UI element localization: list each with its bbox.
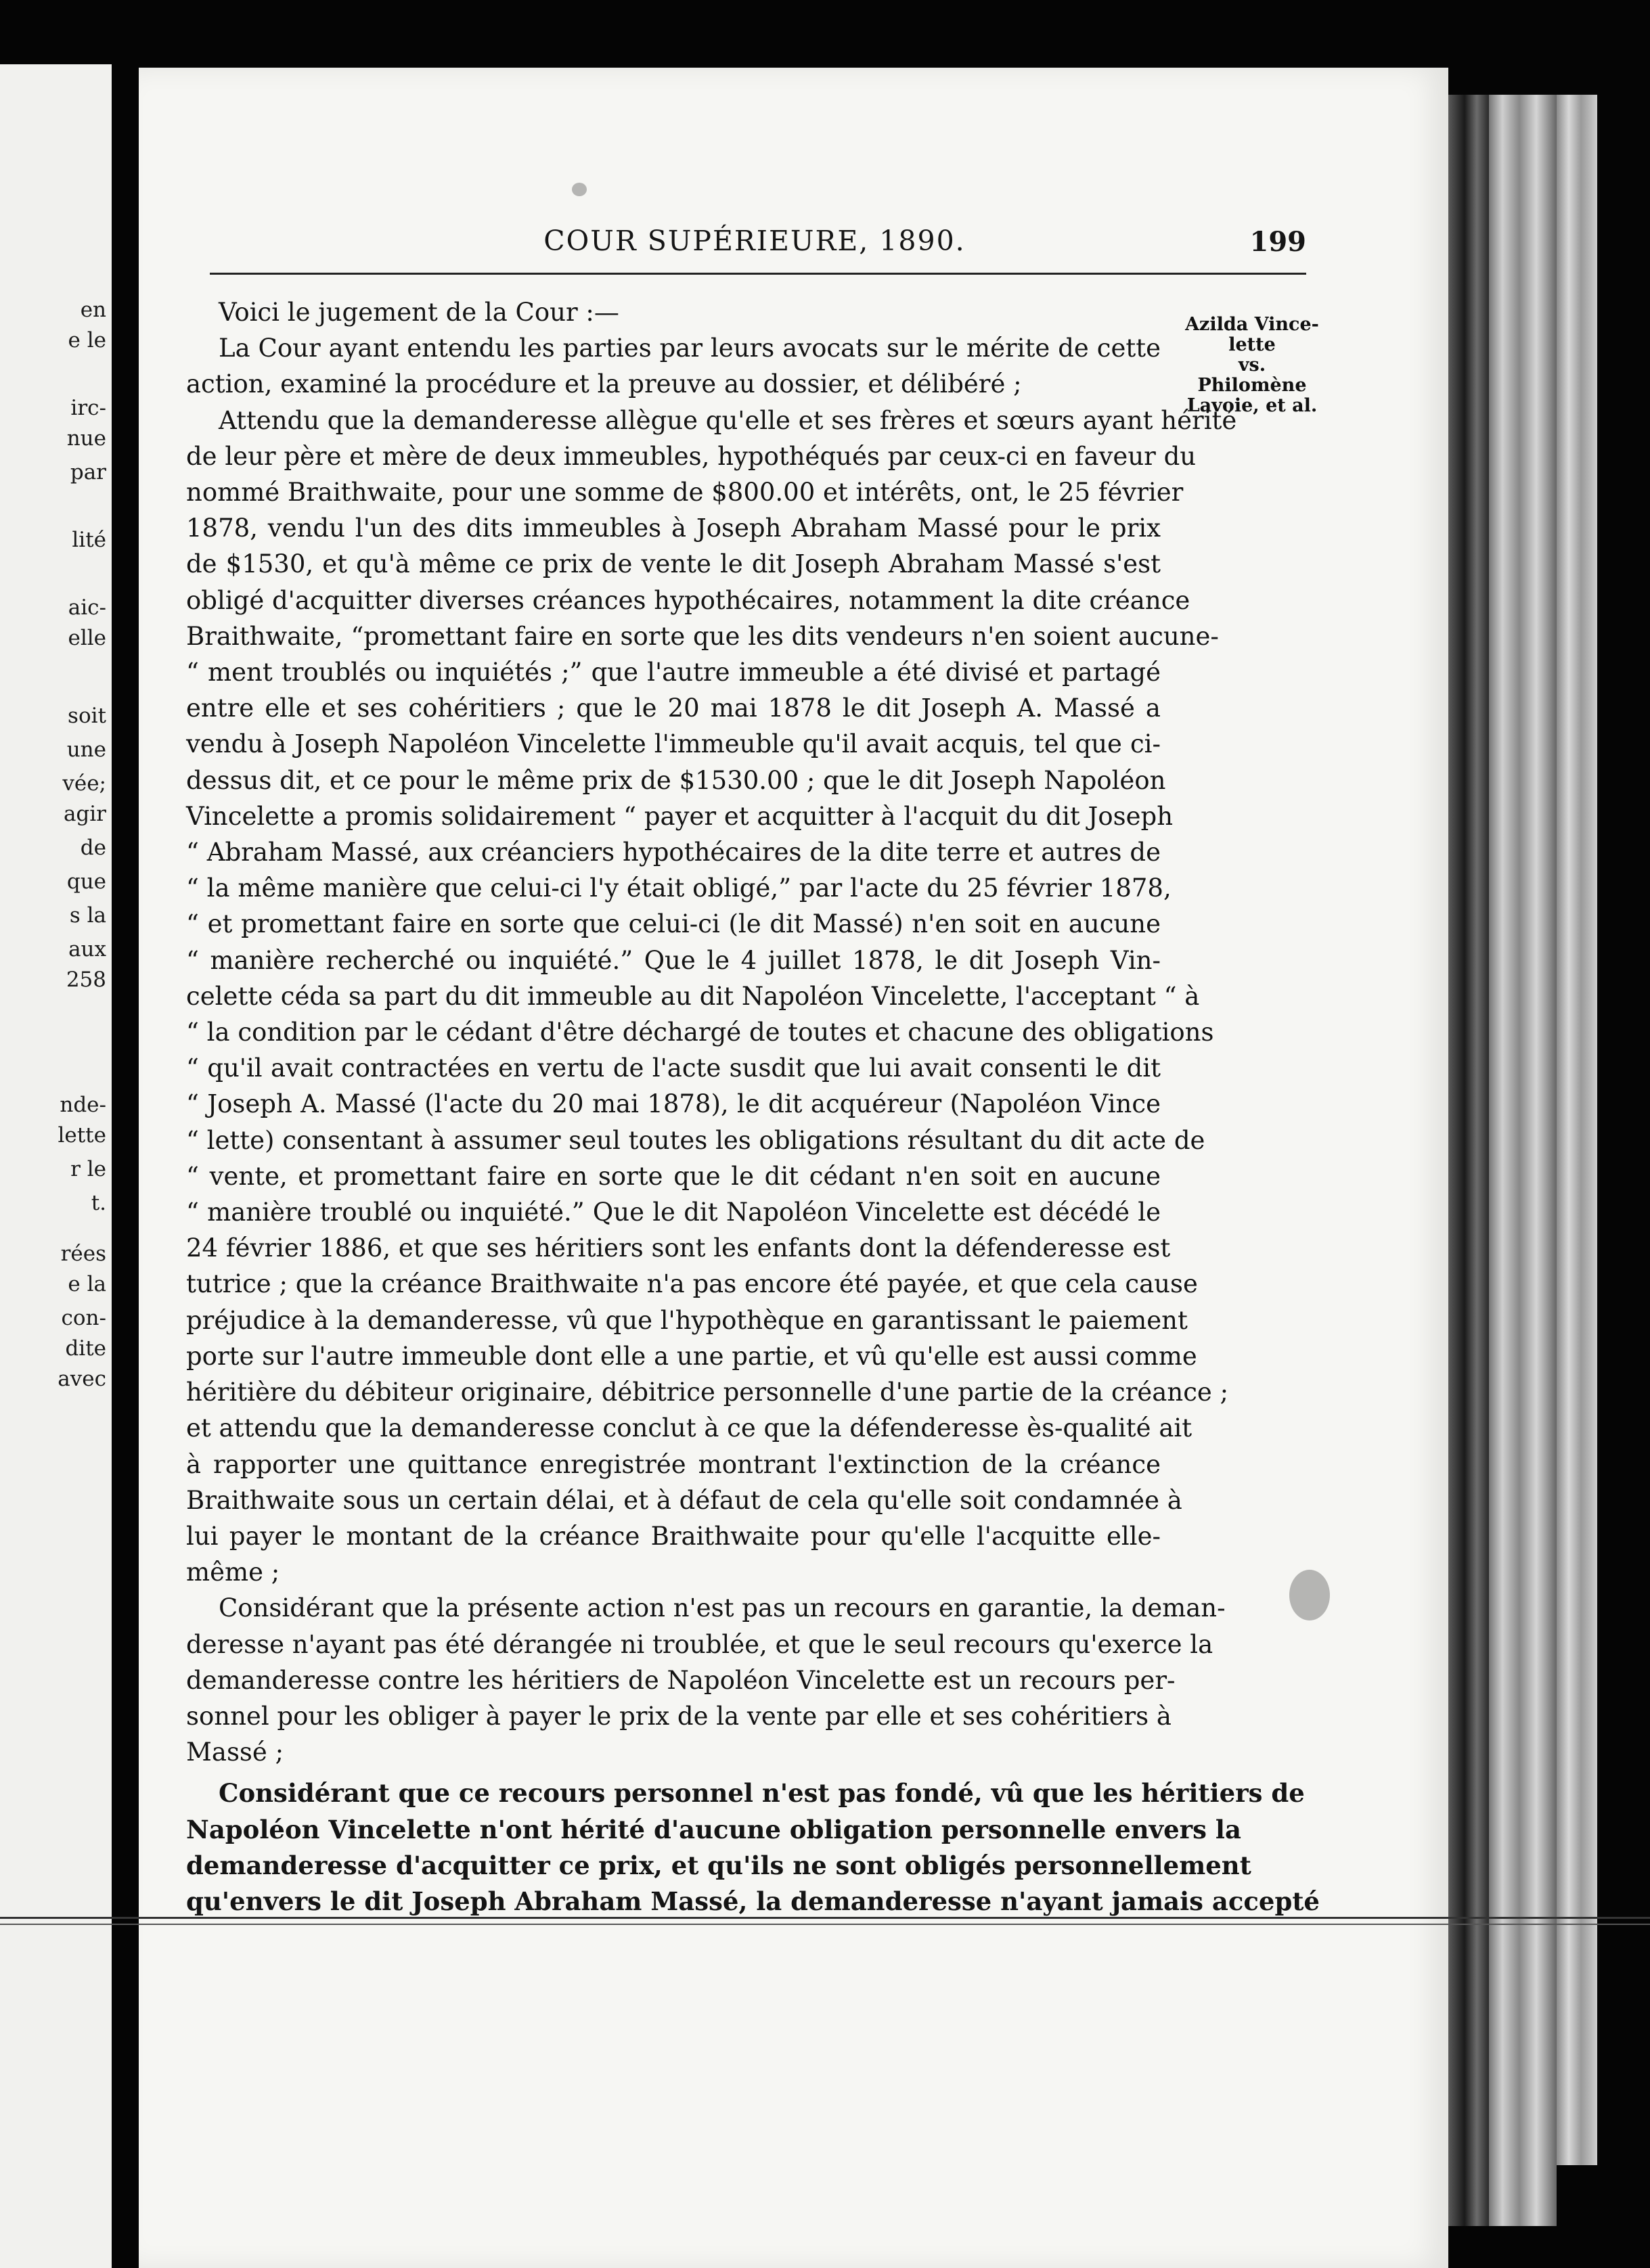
paragraph [186,1775,1320,1920]
paragraph [186,330,1161,402]
facing-page-fragment: agir [63,802,106,826]
margin-note-line: vs. [1238,355,1266,376]
facing-page-fragment: r le [70,1157,106,1181]
text-line: Considérant que ce recours personnel n'est pas fondé, vû que les héritiers de [219,1778,1305,1809]
ink-blot [1289,1570,1330,1620]
paragraph [186,1590,1226,1770]
facing-page-fragment: lette [58,1123,106,1148]
scan-line [0,1917,1650,1919]
text-line: sonnel pour les obliger à payer le prix de la vente par elle et ses cohéritiers à [186,1701,1172,1731]
text-line: “ lette) consentant à assumer seul toutes les obligations résultant du dit acte de [186,1125,1205,1155]
facing-page-fragment: soit [68,704,106,728]
text-line: demanderesse d'acquitter ce prix, et qu'ils ne sont obligés personnellement [186,1850,1251,1880]
facing-page-fragment: par [70,460,106,484]
text-line: “ vente, et promettant faire en sorte que le dit cédant n'en soit en aucune [186,1161,1161,1191]
facing-page-fragment: t. [91,1191,106,1215]
facing-page-fragment: dite [65,1336,106,1361]
facing-page-fragment: de [80,836,106,860]
text-line: porte sur l'autre immeuble dont elle a une partie, et vû qu'elle est aussi comme [186,1341,1197,1371]
text-line: Braithwaite sous un certain délai, et à défaut de cela qu'elle soit condamnée à [186,1485,1182,1515]
facing-page-fragment: e le [68,328,106,353]
margin-note-line: lette [1228,334,1276,355]
text-line: Napoléon Vincelette n'ont hérité d'aucune obligation personnelle envers la [186,1814,1241,1844]
facing-page-fragment: rées [60,1242,106,1266]
paragraph [186,294,1161,330]
text-line: Braithwaite, “promettant faire en sorte que les dits vendeurs n'en soient aucune- [186,621,1219,651]
facing-page-fragment: irc- [70,396,106,420]
facing-page-fragment: elle [68,626,106,650]
text-line: “ manière recherché ou inquiété.” Que le 4 juillet 1878, le dit Joseph Vin- [186,945,1161,975]
text-line: celette céda sa part du dit immeuble au dit Napoléon Vincelette, l'acceptant “ à [186,981,1200,1011]
facing-page-edge [0,64,112,2268]
text-line: lui payer le montant de la créance Braithwaite pour qu'elle l'acquitte elle- [186,1521,1161,1551]
ink-blot [572,183,587,196]
margin-note-line: Philomène [1197,375,1307,396]
text-line: demanderesse contre les héritiers de Napoléon Vincelette est un recours per- [186,1665,1176,1695]
margin-note-line: Azilda Vince- [1185,314,1319,335]
text-line: “ Joseph A. Massé (l'acte du 20 mai 1878), le dit acquéreur (Napoléon Vince [186,1089,1161,1119]
facing-page-fragment: e la [68,1272,106,1296]
header-rule [210,273,1306,275]
text-line: même ; [186,1558,280,1587]
facing-page-fragment: lité [72,528,106,552]
text-line: “ Abraham Massé, aux créanciers hypothécaires de la dite terre et autres de [186,838,1161,867]
text-line: Vincelette a promis solidairement “ payer et acquitter à l'acquit du dit Joseph [186,801,1174,831]
margin-note-line: Lavoie, et al. [1186,395,1318,416]
text-line: “ la condition par le cédant d'être déchargé de toutes et chacune des obligations [186,1018,1214,1047]
facing-page-fragment: nde- [60,1093,106,1117]
text-line: Considérant que la présente action n'est pas un recours en garantie, la deman- [219,1593,1226,1623]
page-header [203,225,1306,272]
facing-page-fragment: aux [68,937,106,961]
text-line: de $1530, et qu'à même ce prix de vente le dit Joseph Abraham Massé s'est [186,549,1161,579]
text-line: préjudice à la demanderesse, vû que l'hypothèque en garantissant le paiement [186,1305,1188,1335]
page-number: 199 [1249,226,1306,258]
text-line: Attendu que la demanderesse allègue qu'elle et ses frères et sœurs ayant hérité [219,405,1237,435]
text-line: “ manière troublé ou inquiété.” Que le dit Napoléon Vincelette est décédé le [186,1198,1161,1227]
margin-note [1174,315,1330,416]
text-line: action, examiné la procédure et la preuve au dossier, et délibéré ; [186,369,1022,399]
text-line: deresse n'ayant pas été dérangée ni troublée, et que le seul recours qu'exerce la [186,1629,1213,1659]
facing-page-fragment: 258 [66,968,106,992]
text-line: “ et promettant faire en sorte que celui-ci (le dit Massé) n'en soit en aucune [186,909,1161,939]
facing-page-fragment: vée; [62,771,106,796]
page-stack-edge [1489,95,1557,2226]
text-line: entre elle et ses cohéritiers ; que le 20 mai 1878 le dit Joseph A. Massé a [186,694,1161,723]
text-line: de leur père et mère de deux immeubles, hypothéqués par ceux-ci en faveur du [186,441,1197,471]
facing-page-fragment: aic- [68,595,106,620]
text-line: héritière du débiteur originaire, débitrice personnelle d'une partie de la créance ; [186,1378,1229,1407]
text-line: nommé Braithwaite, pour une somme de $800.00 et intérêts, ont, le 25 février [186,478,1184,507]
running-head: COUR SUPÉRIEURE, 1890. [543,225,966,257]
facing-page-fragment: une [66,738,106,762]
facing-page-fragment: con- [61,1306,106,1330]
text-line: 1878, vendu l'un des dits immeubles à Joseph Abraham Massé pour le prix [186,514,1161,543]
text-line: “ la même manière que celui-ci l'y était obligé,” par l'acte du 25 février 1878, [186,874,1172,903]
text-line: Massé ; [186,1738,284,1767]
facing-page-fragment: en [80,298,106,322]
text-line: obligé d'acquitter diverses créances hypothécaires, notamment la dite créance [186,585,1190,615]
document-page [139,68,1448,2268]
page-edge-shadow [1448,95,1489,2226]
text-line: et attendu que la demanderesse conclut à ce que la défenderesse ès-qualité ait [186,1413,1192,1443]
text-line: tutrice ; que la créance Braithwaite n'a pas encore été payée, et que cela cause [186,1269,1198,1299]
paragraph [186,403,1237,1591]
text-line: qu'envers le dit Joseph Abraham Massé, la demanderesse n'ayant jamais accepté [186,1886,1320,1916]
text-line: 24 février 1886, et que ses héritiers sont les enfants dont la défenderesse est [186,1233,1171,1263]
text-line: à rapporter une quittance enregistrée montrant l'extinction de la créance [186,1449,1161,1479]
scan-line [0,1924,1650,1925]
facing-page-fragment: nue [66,426,106,451]
adjacent-page-strip [1557,95,1597,2165]
text-line: “ ment troublés ou inquiétés ;” que l'autre immeuble a été divisé et partagé [186,658,1161,687]
facing-page-fragment: s la [69,903,106,928]
facing-page-fragment: avec [58,1367,106,1391]
text-line: Voici le jugement de la Cour :— [219,298,619,327]
text-line: “ qu'il avait contractées en vertu de l'acte susdit que lui avait consenti le dit [186,1053,1161,1083]
facing-page-fragment: que [66,869,106,894]
text-line: vendu à Joseph Napoléon Vincelette l'immeuble qu'il avait acquis, tel que ci- [186,729,1161,759]
text-line: La Cour ayant entendu les parties par leurs avocats sur le mérite de cette [219,334,1161,363]
text-line: dessus dit, et ce pour le même prix de $1530.00 ; que le dit Joseph Napoléon [186,765,1166,795]
